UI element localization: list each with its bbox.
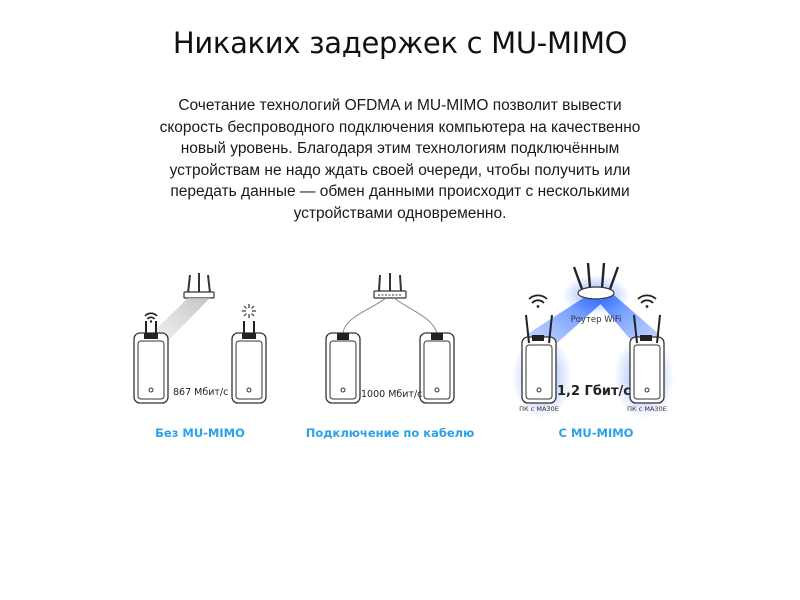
pc-tower-left bbox=[326, 333, 360, 403]
description-line: передать данные — обмен данными происходит с несколькими bbox=[170, 183, 630, 200]
speed-label: 867 Мбит/с bbox=[173, 387, 229, 398]
description-line: новый уровень. Благодаря этим технологиям подключённым bbox=[180, 140, 620, 157]
pc-label-left: ПК с MA30E bbox=[519, 405, 559, 413]
router-icon bbox=[184, 273, 214, 298]
caption-without-mimo: Без MU-MIMO bbox=[155, 426, 245, 440]
caption-with-mimo: С MU-MIMO bbox=[558, 426, 634, 440]
page-title: Никаких задержек с MU-MIMO bbox=[172, 26, 628, 60]
speed-label: 1,2 Гбит/с bbox=[556, 384, 632, 399]
panel-without-mimo bbox=[134, 273, 266, 440]
router-icon bbox=[374, 273, 406, 298]
router-label: Роутер WiFi bbox=[570, 315, 622, 325]
wifi-icon bbox=[529, 295, 547, 308]
pc-label-right: ПК с MA30E bbox=[627, 405, 667, 413]
description-line: устройствам не надо ждать своей очереди, чтобы получить или bbox=[169, 161, 631, 179]
wifi-icon bbox=[638, 295, 656, 308]
ethernet-cable bbox=[343, 298, 437, 333]
pc-tower-right bbox=[420, 333, 454, 403]
caption-wired: Подключение по кабелю bbox=[305, 426, 475, 440]
panel-with-mimo bbox=[512, 263, 674, 440]
description-line: Сочетание технологий OFDMA и MU-MIMO позволит вывести bbox=[178, 97, 622, 114]
description-line: устройствами одновременно. bbox=[293, 204, 507, 222]
description bbox=[130, 95, 670, 224]
panel-wired bbox=[306, 273, 475, 440]
loading-spinner-icon bbox=[242, 304, 256, 318]
comparison-diagram bbox=[0, 255, 800, 455]
pc-tower-right bbox=[232, 321, 266, 403]
pc-tower-left bbox=[134, 321, 168, 403]
speed-label: 1000 Мбит/с bbox=[361, 389, 423, 400]
description-line: скорость беспроводного подключения компьютера на качественно bbox=[159, 118, 641, 136]
